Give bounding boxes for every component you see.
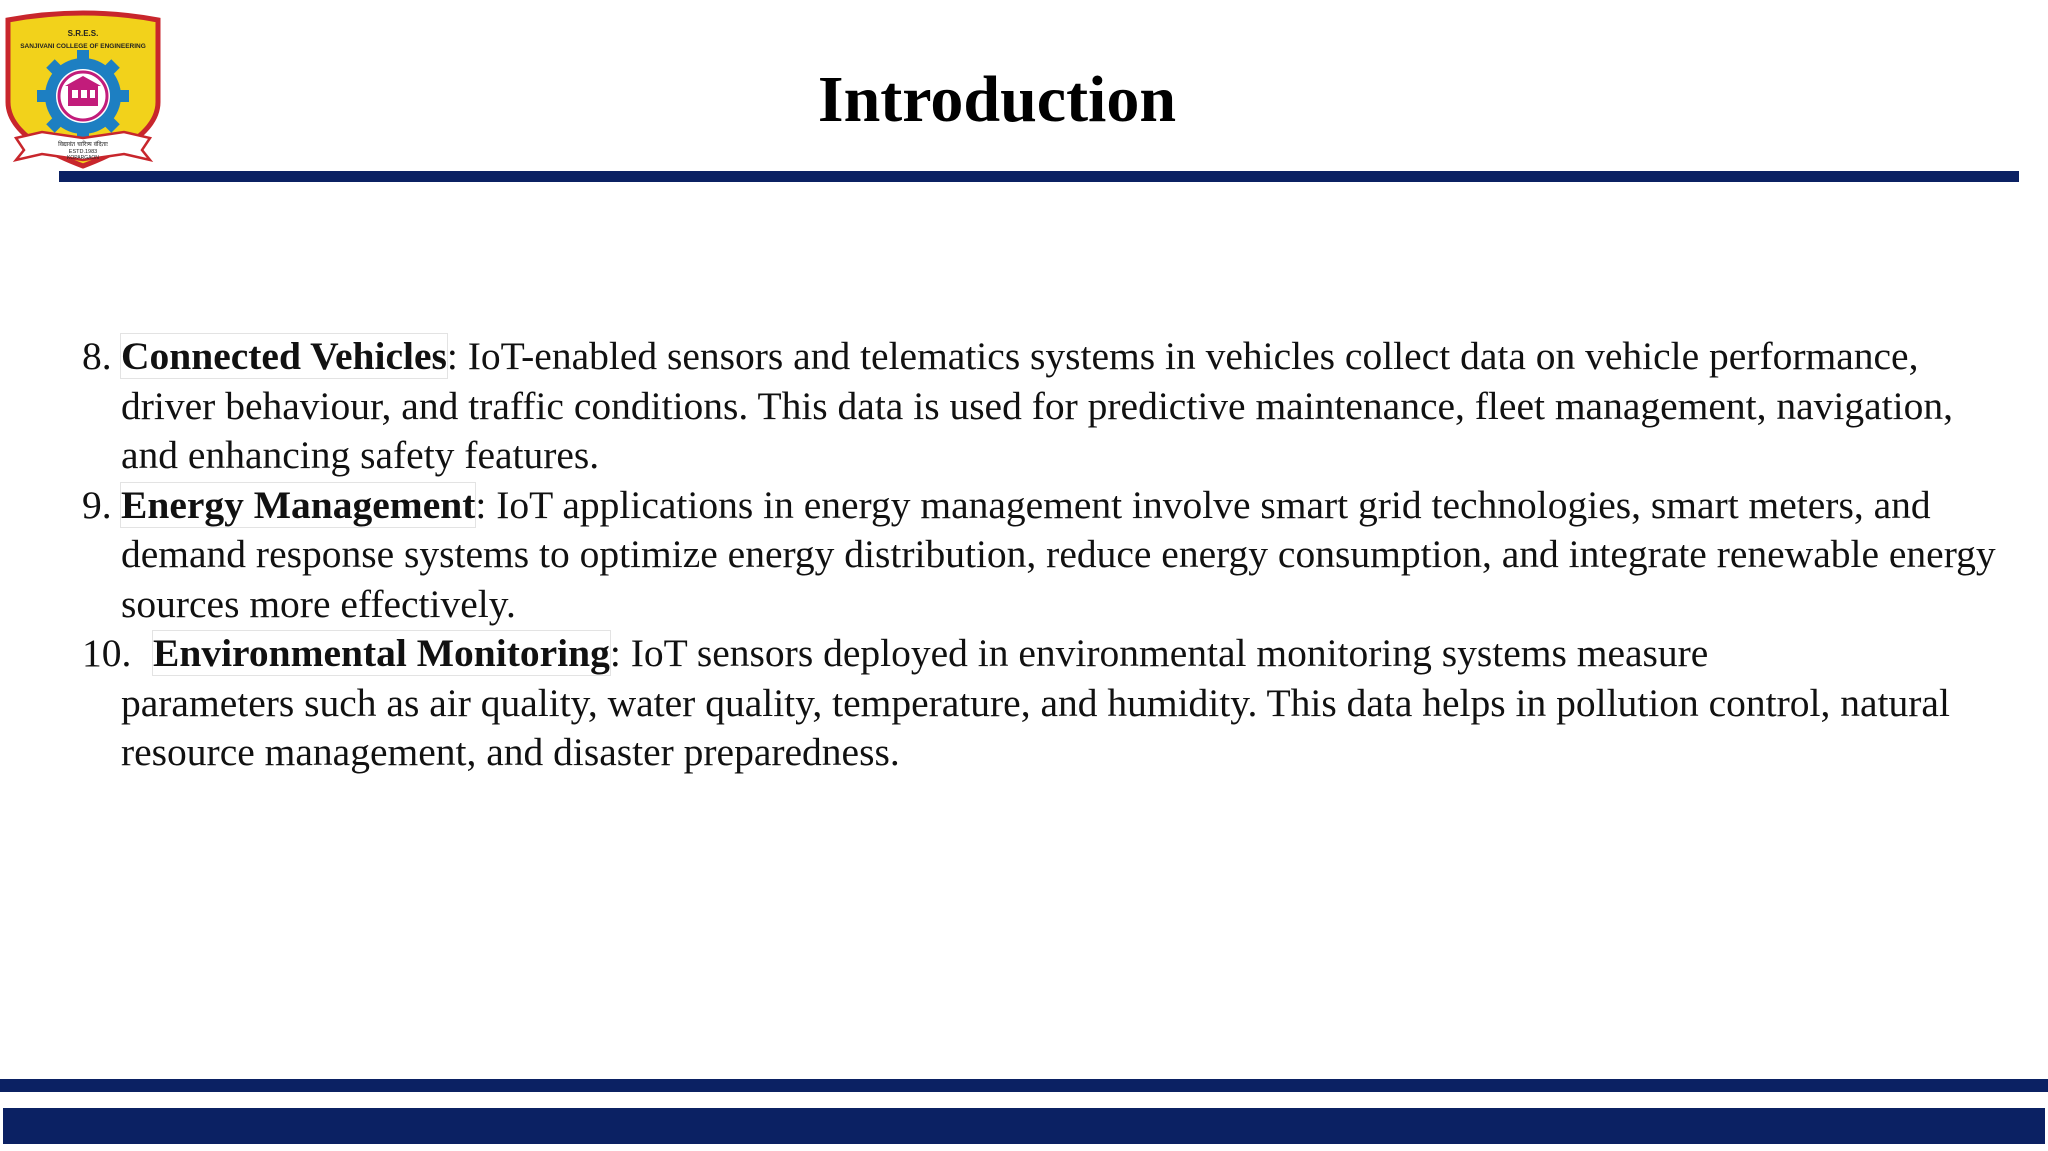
list-item-number: 9. bbox=[82, 482, 112, 527]
list-item-first-line bbox=[82, 629, 2012, 679]
list-item bbox=[82, 629, 2012, 778]
list-item-number: 10. bbox=[82, 631, 132, 675]
svg-text:ESTD.1983: ESTD.1983 bbox=[68, 149, 98, 155]
list-item-term: Environmental Monitoring bbox=[153, 631, 610, 675]
list-item-number: 8. bbox=[82, 334, 112, 378]
svg-text:SANJIVANI COLLEGE OF ENGINEERI: SANJIVANI COLLEGE OF ENGINEERING bbox=[20, 43, 146, 50]
list-item-term: Connected Vehicles bbox=[121, 334, 447, 378]
list-item-description: : IoT-enabled sensors and telematics systems in vehicles collect data on vehicle performance, driver behaviour, and traffic conditions. This data is used for predictive maintenance, fleet management, navigation, and enhancing safety features. bbox=[121, 334, 1953, 477]
list-item-description: : IoT sensors deployed in environmental monitoring systems measure bbox=[609, 631, 1709, 675]
list-item bbox=[82, 481, 2012, 630]
page-title: Introduction bbox=[817, 63, 1177, 136]
list-item-continuation: parameters such as air quality, water quality, temperature, and humidity. This data helps in pollution control, natural resource management, and disaster preparedness. bbox=[121, 680, 1950, 774]
list-item-description: : IoT applications in energy management involve smart grid technologies, smart meters, and demand response systems to optimize energy distribution, reduce energy consumption, and integrate renewable energy sources more effectively. bbox=[121, 482, 1996, 626]
list-item bbox=[82, 332, 2012, 481]
svg-text:KOPARGAON: KOPARGAON bbox=[67, 155, 99, 161]
footer-bar bbox=[3, 1108, 2045, 1144]
svg-text:S.R.E.S.: S.R.E.S. bbox=[67, 29, 99, 38]
list-item-text bbox=[121, 481, 2012, 630]
slide-body bbox=[82, 332, 2012, 778]
footer-divider bbox=[0, 1079, 2048, 1092]
header-divider bbox=[59, 171, 2019, 182]
list-item-term: Energy Management bbox=[121, 482, 476, 527]
list-item-text bbox=[121, 332, 2012, 481]
svg-text:विद्यावंत चारित्र्य वंदिताः: विद्यावंत चारित्र्य वंदिताः bbox=[58, 141, 108, 148]
